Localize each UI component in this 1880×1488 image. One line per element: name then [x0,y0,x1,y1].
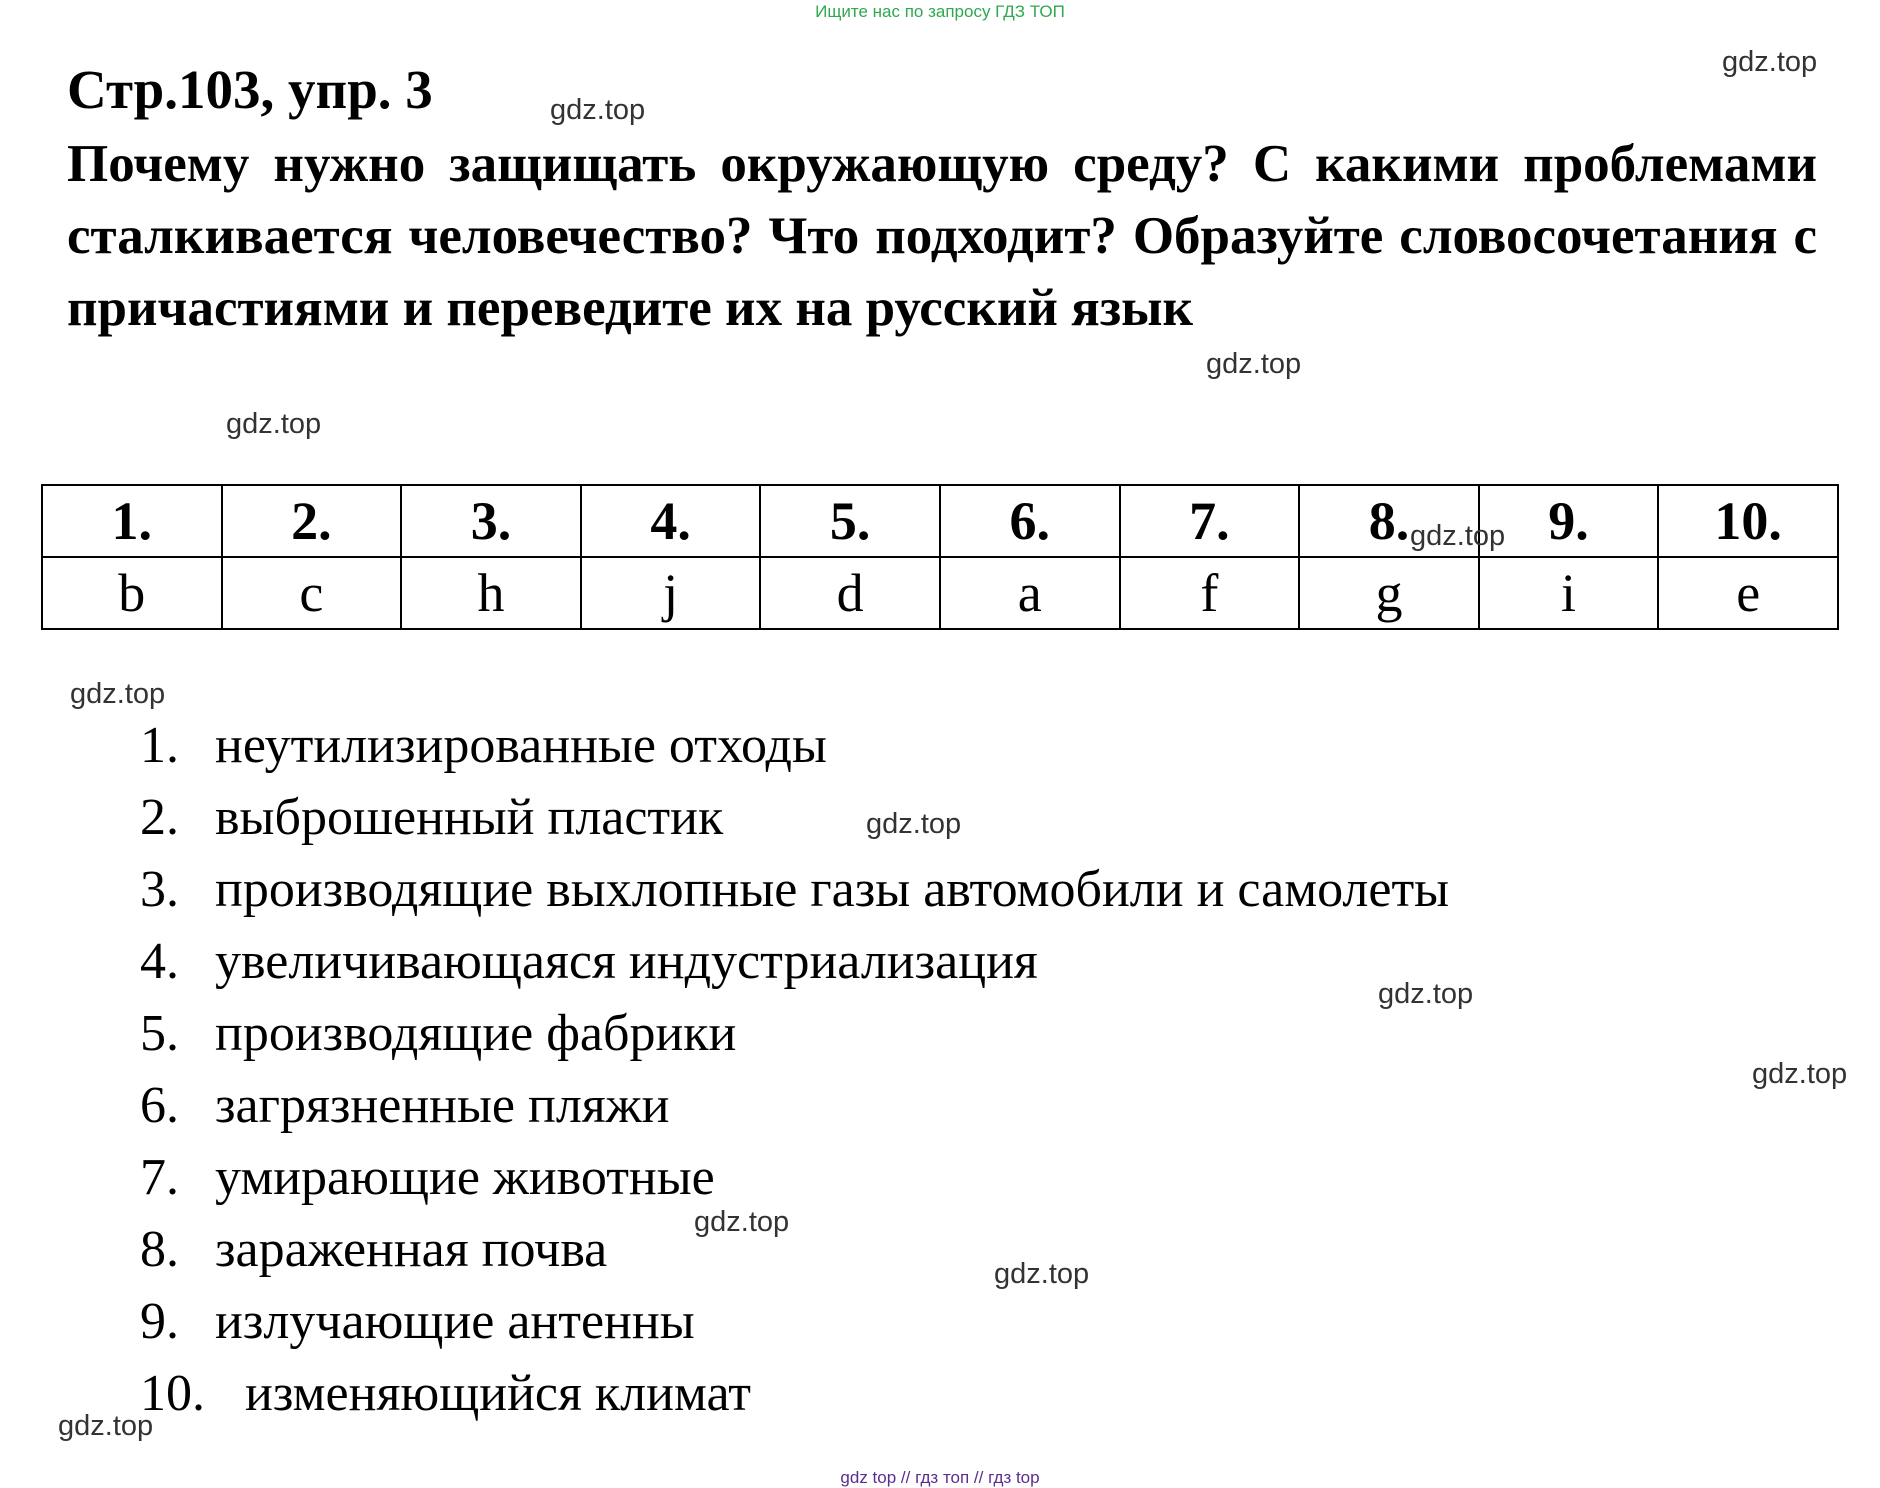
watermark: gdz.top [70,678,166,710]
list-item [140,710,1449,782]
answer-number: 3. [401,485,581,557]
page-title: Стр.103, упр. 3 [67,59,433,120]
list-item-text: зараженная почва [215,1221,608,1278]
exercise-question: Почему нужно защищать окружающую среду? С какими проблемами сталкивается человечество? Что подходит? Образуйте словосочетания с причастиями и переведите их на русский язык [67,135,1817,337]
top-banner[interactable]: Ищите нас по запросу ГДЗ ТОП [815,2,1065,21]
answer-letter: i [1479,557,1659,629]
bottom-banner[interactable]: gdz top // гдз топ // гдз top [840,1468,1040,1487]
list-item [140,926,1449,998]
list-item-number: 3. [140,861,179,918]
answer-number: 7. [1120,485,1300,557]
answer-number: 2. [222,485,402,557]
watermark: gdz.top [866,808,962,840]
watermark: gdz.top [1410,520,1506,552]
answer-letter: e [1658,557,1838,629]
list-item-number: 4. [140,933,179,990]
list-item-text: производящие выхлопные газы автомобили и самолеты [215,861,1450,918]
list-item [140,998,1449,1070]
answer-table [41,484,1839,630]
list-item [140,854,1449,926]
watermark: gdz.top [994,1258,1090,1290]
answer-letter: j [581,557,761,629]
watermark: gdz.top [550,94,646,126]
list-item [140,1286,1449,1358]
list-item-number: 5. [140,1005,179,1062]
list-item-text: умирающие животные [215,1149,715,1206]
list-item-number: 7. [140,1149,179,1206]
list-item [140,1070,1449,1142]
answer-letter: b [42,557,222,629]
answer-number: 1. [42,485,222,557]
list-item-text: загрязненные пляжи [215,1077,670,1134]
list-item-number: 8. [140,1221,179,1278]
list-item-number: 6. [140,1077,179,1134]
answer-number: 9. [1479,485,1659,557]
list-item-text: неутилизированные отходы [215,717,827,774]
watermark: gdz.top [1206,348,1302,380]
list-item-text: излучающие антенны [215,1293,695,1350]
answer-letter: f [1120,557,1300,629]
answer-number: 5. [760,485,940,557]
watermark: gdz.top [1752,1058,1848,1090]
list-item-text: увеличивающаяся индустриализация [215,933,1038,990]
list-item [140,782,1449,854]
watermark: gdz.top [1722,46,1818,78]
answer-number: 10. [1658,485,1838,557]
answer-letter: a [940,557,1120,629]
list-item-text: изменяющийся климат [245,1365,751,1422]
list-item-number: 1. [140,717,179,774]
list-item-text: выброшенный пластик [215,789,724,846]
answer-letter: c [222,557,402,629]
answer-number: 6. [940,485,1120,557]
answer-number: 4. [581,485,761,557]
answer-number: 8. [1299,485,1479,557]
watermark: gdz.top [694,1206,790,1238]
list-item [140,1142,1449,1214]
answer-letter: h [401,557,581,629]
list-item [140,1358,1449,1430]
watermark: gdz.top [58,1410,154,1442]
list-item-text: производящие фабрики [215,1005,737,1062]
answer-table-letter-row [42,557,1838,629]
watermark: gdz.top [1378,978,1474,1010]
list-item-number: 10. [140,1365,205,1422]
watermark: gdz.top [226,408,322,440]
answer-letter: d [760,557,940,629]
list-item-number: 9. [140,1293,179,1350]
answer-letter: g [1299,557,1479,629]
list-item [140,1214,1449,1286]
answer-table-header-row [42,485,1838,557]
phrase-list [140,710,1449,1430]
list-item-number: 2. [140,789,179,846]
